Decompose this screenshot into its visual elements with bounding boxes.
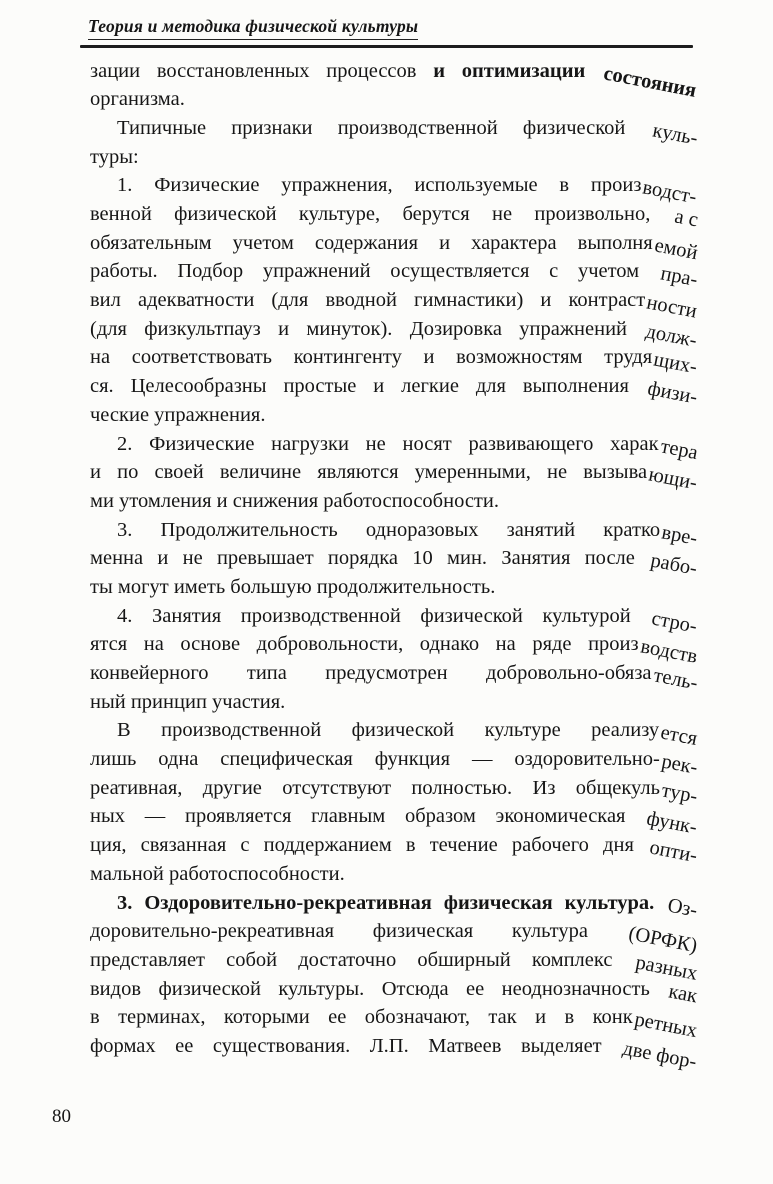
text-segment: В производственной физической культуре реализу — [117, 719, 660, 742]
text-segment: мальной работоспособности. — [90, 862, 345, 885]
text-segment: долж- — [644, 320, 700, 352]
text-segment: и оптимизации — [433, 59, 603, 82]
text-line — [90, 516, 700, 550]
text-line — [90, 630, 699, 669]
text-segment: в терминах, которыми ее обозначают, так и в конк — [90, 1006, 633, 1029]
running-header-title: Теория и методика физической культуры — [88, 16, 418, 40]
text-segment: вре- — [659, 520, 700, 550]
text-segment: реативная, другие отсутствуют полностью. Из общекуль — [90, 776, 660, 799]
text-segment: ческие упражнения. — [90, 403, 266, 426]
text-segment: и по своей величине являются умеренными, не вызыва — [90, 461, 648, 484]
text-line — [90, 946, 699, 985]
text-segment: представляет собой достаточно обширный комплекс — [90, 948, 634, 971]
text-line — [90, 143, 696, 172]
text-line — [90, 544, 700, 581]
text-segment: емой — [652, 234, 700, 264]
text-line — [90, 487, 696, 516]
text-segment: венной физической культуре, берутся не произвольно, — [90, 203, 673, 226]
text-segment: лишь одна специфическая функция — оздоровительно- — [90, 748, 660, 771]
text-segment: 2. Физические нагрузки не носят развивающего харак — [117, 432, 659, 455]
text-line — [90, 372, 700, 409]
text-segment: Типичные признаки производственной физической — [117, 116, 651, 139]
text-segment: вил адекватности (для вводной гимнастики) и контраст — [90, 289, 646, 312]
text-line — [90, 975, 700, 1008]
text-line — [90, 573, 696, 602]
text-line — [90, 774, 700, 808]
text-segment: водст- — [641, 176, 699, 209]
text-line — [90, 602, 700, 638]
text-segment: ретных — [632, 1008, 699, 1043]
text-line — [90, 286, 700, 323]
text-line — [90, 802, 700, 840]
text-segment: (ОРФК) — [626, 922, 699, 958]
page-number: 80 — [52, 1106, 71, 1127]
text-line — [90, 85, 696, 114]
header-rule — [80, 45, 693, 48]
text-line — [90, 401, 696, 430]
text-segment: пра- — [658, 262, 700, 292]
text-segment: тур- — [659, 779, 700, 808]
text-segment: Оз- — [666, 893, 700, 922]
text-line — [90, 229, 700, 264]
text-segment: ция, связанная с поддержанием в течение рабочего дня — [90, 834, 649, 857]
text-segment: две фор- — [620, 1037, 699, 1074]
text-line — [90, 257, 700, 292]
text-segment: 4. Занятия производственной физической культурой — [117, 604, 651, 627]
text-line — [90, 659, 700, 695]
text-segment: физи- — [645, 377, 700, 409]
text-line — [90, 889, 700, 922]
text-line — [90, 171, 699, 209]
text-segment: функ- — [644, 807, 700, 840]
text-line — [90, 430, 700, 464]
text-segment: щих- — [651, 348, 700, 379]
text-segment: 3. Продолжительность одноразовых занятий кратко — [117, 518, 661, 541]
text-line — [90, 343, 700, 379]
text-line — [90, 716, 700, 751]
text-segment: обязательным учетом содержания и характера выполня — [90, 231, 653, 254]
text-segment: рабо- — [648, 549, 700, 581]
text-segment: состояния — [601, 61, 699, 102]
text-line — [90, 1003, 699, 1043]
text-segment: ты могут иметь большую продолжительность. — [90, 575, 496, 598]
text-line — [90, 745, 700, 779]
text-segment: туры: — [90, 145, 139, 168]
text-line — [90, 315, 700, 352]
text-segment: менна и не превышает порядка 10 мин. Занятия после — [90, 547, 650, 570]
text-segment: (для физкультпауз и минуток). Дозировка упражнений — [90, 317, 645, 340]
text-segment: стро- — [650, 607, 700, 638]
text-line — [90, 1032, 699, 1074]
text-line — [90, 200, 700, 232]
text-segment: водств — [638, 635, 699, 669]
text-segment: организма. — [90, 88, 185, 111]
text-segment: ный принцип участия. — [90, 690, 286, 713]
text-segment: ных — проявляется главным образом экономическая — [90, 805, 646, 828]
text-segment: формах ее существования. Л.П. Матвеев выделяет — [90, 1034, 622, 1057]
text-segment: ности — [645, 291, 700, 323]
text-segment: ми утомления и снижения работоспособности. — [90, 489, 499, 512]
text-segment: 3. Оздоровительно-рекреативная физическая культура. — [117, 891, 667, 914]
text-line — [90, 860, 696, 889]
text-segment: а с — [672, 205, 700, 232]
text-segment: на соответствовать контингенту и возможностям трудя — [90, 346, 653, 369]
text-segment: рек- — [659, 750, 700, 779]
text-segment: ятся на основе добровольности, однако на ряде произ — [90, 633, 639, 656]
text-segment: ющи- — [646, 463, 700, 495]
text-line — [90, 831, 700, 868]
text-segment: как — [667, 979, 700, 1008]
text-segment: видов физической культуры. Отсюда ее неоднозначность — [90, 977, 668, 1000]
text-segment: зации восстановленных процессов — [90, 59, 434, 82]
text-segment: работы. Подбор упражнений осуществляется с учетом — [90, 260, 659, 283]
text-line — [90, 114, 700, 150]
text-line — [90, 688, 696, 717]
text-segment: конвейерного типа предусмотрен добровольно-обяза — [90, 662, 652, 685]
text-segment: ся. Целесообразны простые и легкие для выполнения — [90, 375, 646, 398]
text-segment: ется — [658, 721, 700, 751]
text-segment: тера — [658, 434, 700, 464]
text-segment: опти- — [647, 836, 700, 868]
running-header — [0, 0, 773, 40]
text-segment: разных — [633, 951, 699, 985]
text-segment: 1. Физические упражнения, используемые в произ — [117, 174, 642, 197]
text-segment: доровительно-рекреативная физическая культура — [90, 920, 627, 943]
text-block — [90, 57, 700, 1074]
text-segment: куль- — [650, 119, 700, 150]
text-line — [90, 917, 699, 958]
text-line — [90, 458, 700, 495]
text-segment: тель- — [651, 664, 700, 695]
